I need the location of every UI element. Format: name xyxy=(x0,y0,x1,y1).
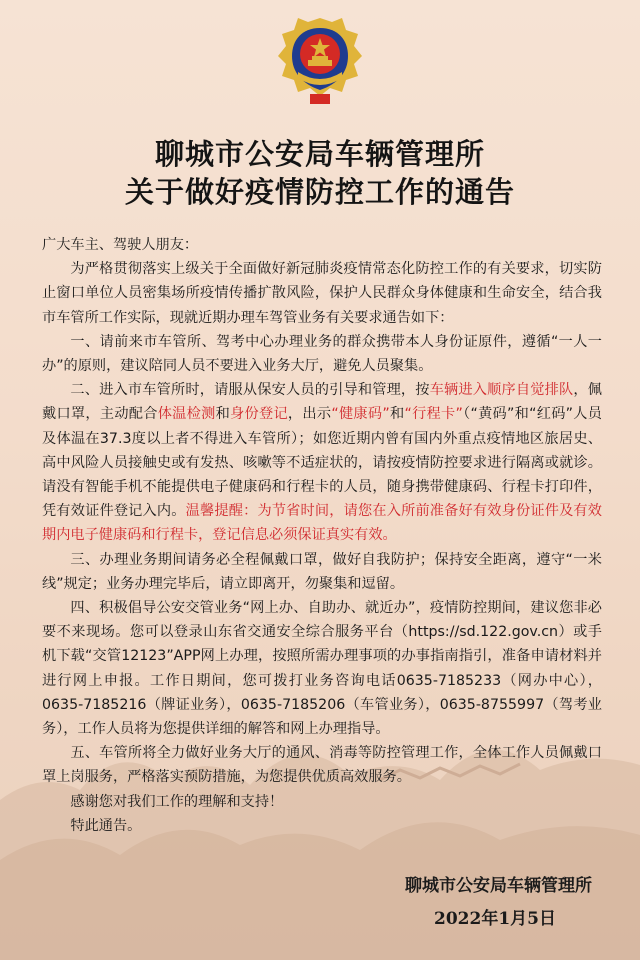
item-2-text-3: 和 xyxy=(215,406,231,423)
thanks-line: 感谢您对我们工作的理解和支持！ xyxy=(70,793,284,810)
signature-date: 2022年1月5日 xyxy=(434,909,556,929)
item-1-paragraph: 一、请前来市车管所、驾考中心办理业务的群众携带本人身份证原件，遵循“一人一办”的原则，建议陪同人员不要进入业务大厅，避免人员聚集。 xyxy=(42,333,602,375)
item-2-text-6: （“黄码”和“红码”人员及体温在37.3度以上者不得进入车管所）；如您近期内曾有国内外重点疫情地区旅居史、高中风险人员接触史或有发热、咳嗽等不适症状的，请按疫情防控要求进行隔离或就诊。请没有智能手机不能提供电子健康码和行程卡的人员，随身携带健康码、行程卡打印件，凭有效证件登记入内。 xyxy=(42,406,602,520)
item-4-paragraph: 四、积极倡导公安交管业务“网上办、自助办、就近办”，疫情防控期间，建议您非必要不来现场。您可以登录山东省交通安全综合服务平台（https://sd.122.gov.cn）或手机下载“交管12123”APP网上办理，按照所需办理事项的办事指南指引，准备申请材料并进行网上申报。工作日期间，您可拨打业务咨询电话0635-7185233（网办中心），0635-7185216（牌证业务），0635-7185206（车管业务），0635-8755997（驾考业务），工作人员将为您提供详细的解答和网上办理指导。 xyxy=(42,600,602,738)
item-2-text-5: 和 xyxy=(389,406,405,423)
item-2-highlight-health-code: “健康码” xyxy=(331,406,390,423)
police-emblem-icon xyxy=(272,14,368,110)
title-line-1: 聊城市公安局车辆管理所 xyxy=(154,137,485,171)
item-2-highlight-id-registration: 身份登记 xyxy=(230,406,288,423)
salutation: 广大车主、驾驶人朋友： xyxy=(42,237,199,253)
item-2-text-2: ，佩戴口罩，主动配合 xyxy=(42,382,602,423)
item-5-paragraph: 五、车管所将全力做好业务大厅的通风、消毒等防控管理工作，全体工作人员佩戴口罩上岗服务，严格落实预防措施，为您提供优质高效服务。 xyxy=(42,745,602,786)
notice-body xyxy=(42,233,602,838)
notice-closing: 特此通告。 xyxy=(70,817,142,834)
item-2-paragraph xyxy=(42,378,602,547)
title-line-2: 关于做好疫情防控工作的通告 xyxy=(124,175,515,209)
signature-block xyxy=(405,870,592,936)
item-2-text-4: ，出示 xyxy=(287,406,332,423)
item-2-highlight-queue: 车辆进入顺序自觉排队 xyxy=(429,382,574,399)
signature-organization: 聊城市公安局车辆管理所 xyxy=(405,876,592,896)
item-2-text-1: 二、进入市车管所时，请服从保安人员的引导和管理，按 xyxy=(70,382,430,399)
item-2-warm-reminder: 温馨提醒：为节省时间，请您在入所前准备好有效身份证件及有效期内电子健康码和行程卡，登记信息必须保证真实有效。 xyxy=(42,503,602,544)
item-2-highlight-temperature: 体温检测 xyxy=(157,406,216,423)
item-2-highlight-itinerary-card: “行程卡” xyxy=(404,406,463,423)
intro-paragraph: 为严格贯彻落实上级关于全面做好新冠肺炎疫情常态化防控工作的有关要求，切实防止窗口单位人员密集场所疫情传播扩散风险，保护人民群众身体健康和生命安全，结合我市车管所工作实际，现就近期办理车驾管业务有关要求通告如下： xyxy=(42,261,602,326)
item-3-paragraph: 三、办理业务期间请务必全程佩戴口罩，做好自我防护；保持安全距离，遵守“一米线”规定；业务办理完毕后，请立即离开，勿聚集和逗留。 xyxy=(42,551,602,592)
